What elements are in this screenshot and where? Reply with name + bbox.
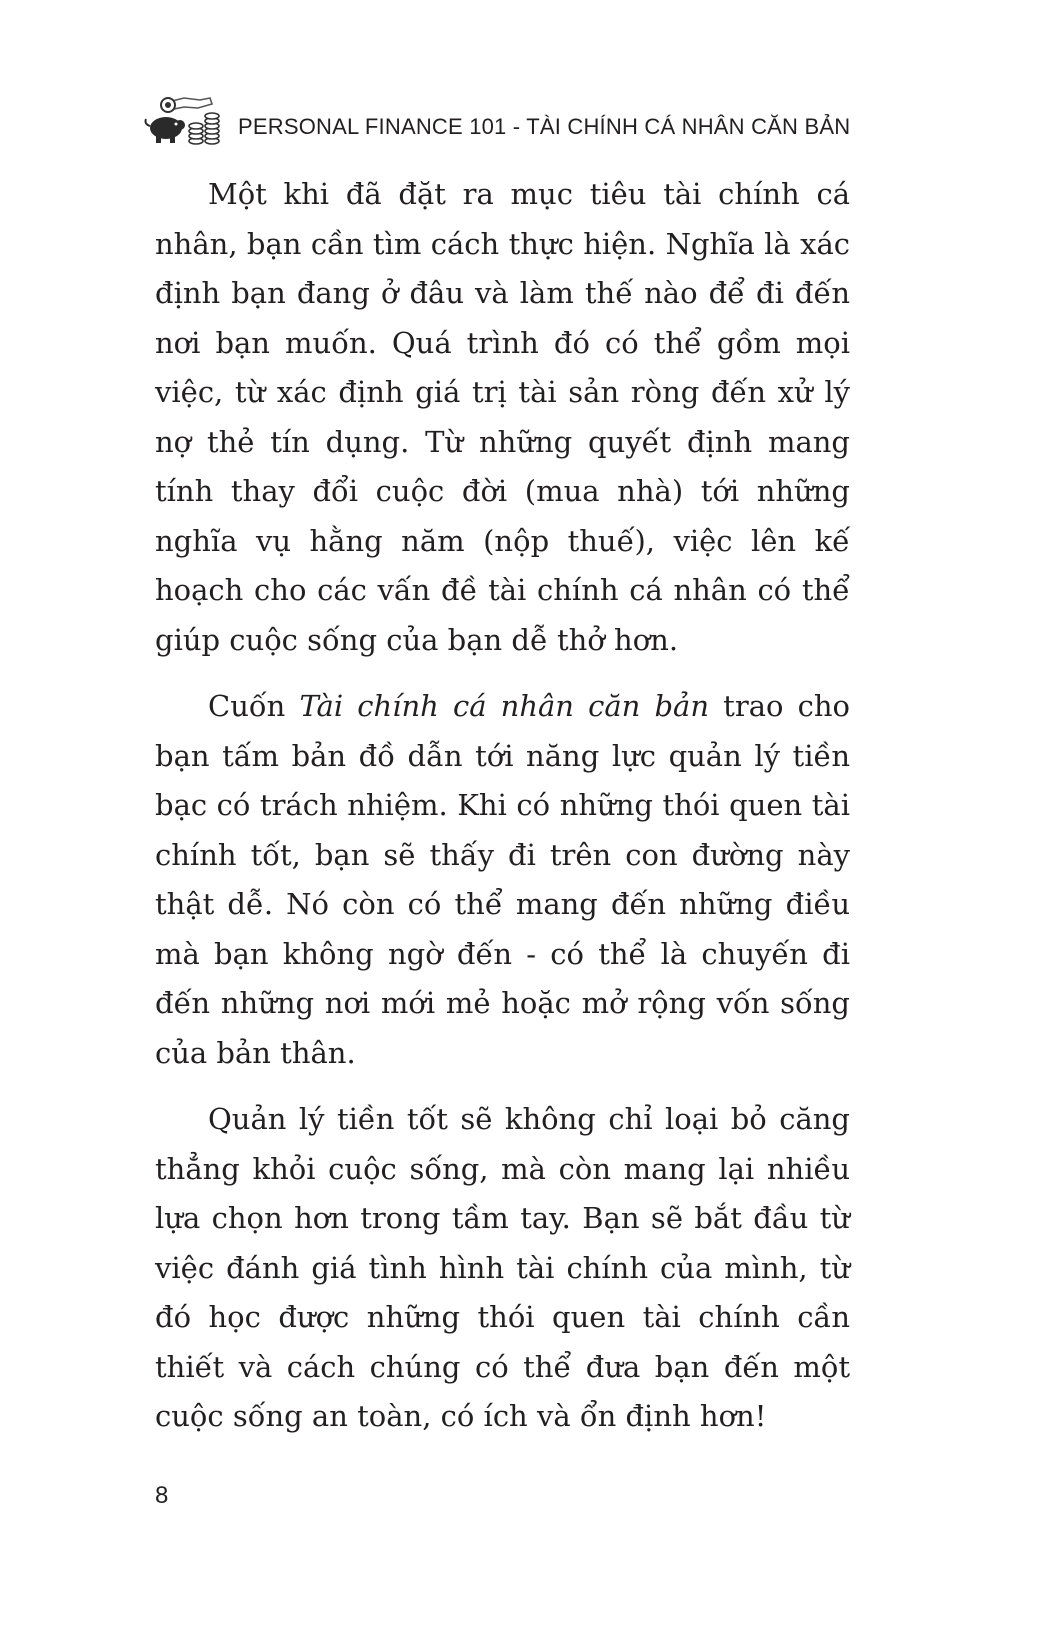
- paragraph-2-lead: Cuốn: [208, 689, 300, 723]
- paragraph-3: Quản lý tiền tốt sẽ không chỉ loại bỏ căng thẳng khỏi cuộc sống, mà còn mang lại nhiều lựa chọn hơn trong tầm tay. Bạn sẽ bắt đầu từ việc đánh giá tình hình tài chính của mình, từ đó học được những thói quen tài chính cần thiết và cách chúng có thể đưa bạn đến một cuộc sống an toàn, có ích và ổn định hơn!: [155, 1102, 850, 1433]
- paragraph-2-rest: trao cho bạn tấm bản đồ dẫn tới năng lực quản lý tiền bạc có trách nhiệm. Khi có những thói quen tài chính tốt, bạn sẽ thấy đi trên con đường này thật dễ. Nó còn có thể mang đến những điều mà bạn không ngờ đến - có thể là chuyến đi đến những nơi mới mẻ hoặc mở rộng vốn sống của bản thân.: [155, 689, 850, 1070]
- book-title: Tài chính cá nhân căn bản: [299, 689, 710, 723]
- paragraph-1: Một khi đã đặt ra mục tiêu tài chính cá nhân, bạn cần tìm cách thực hiện. Nghĩa là xác định bạn đang ở đâu và làm thế nào để đi đến nơi bạn muốn. Quá trình đó có thể gồm mọi việc, từ xác định giá trị tài sản ròng đến xử lý nợ thẻ tín dụng. Từ những quyết định mang tính thay đổi cuộc đời (mua nhà) tới những nghĩa vụ hằng năm (nộp thuế), việc lên kế hoạch cho các vấn đề tài chính cá nhân có thể giúp cuộc sống của bạn dễ thở hơn.: [155, 177, 850, 657]
- paragraph-2: [155, 682, 850, 1078]
- piggy-bank-coins-icon: [140, 88, 226, 148]
- page-number: 8: [155, 1482, 169, 1509]
- running-header-title: PERSONAL FINANCE 101 - TÀI CHÍNH CÁ NHÂN CĂN BẢN: [238, 114, 851, 139]
- body-text: [155, 170, 850, 1459]
- running-header: [140, 88, 960, 148]
